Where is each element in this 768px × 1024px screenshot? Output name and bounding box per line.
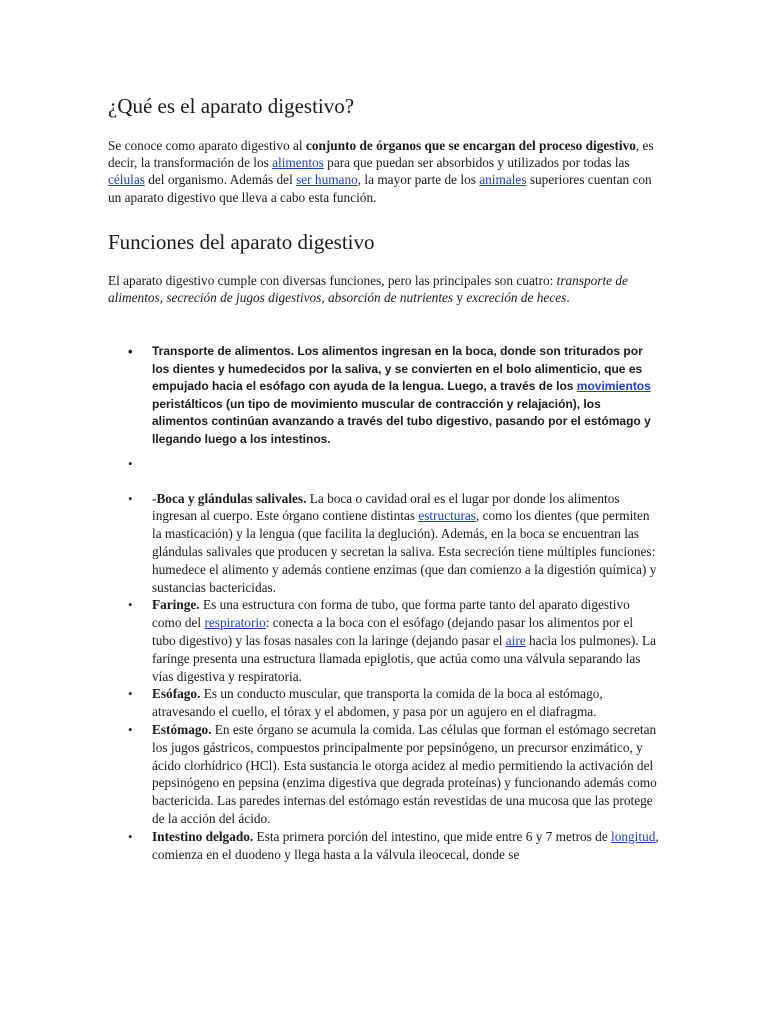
text: , como los dientes (que permiten la masticación) y la lengua (que facilita la deglución). Además, en la boca se encuentran las glándulas salivales que producen y secretan la saliva. Esta secreción tiene múltiples funciones: humedece el alimento y además contiene enzimas (que dan comienzo a la digestión química) y sustancias bactericidas. <box>152 508 657 595</box>
text: En este órgano se acumula la comida. Las células que forman el estómago secretan los jugos gástricos, compuestos principalmente por pepsinógeno, un precursor enzimático, y ácido clorhídrico (HCl). Esta sustancia le otorga acidez al medio permitiendo la activación del pepsinógeno en pepsina (enzima digestiva que degrada proteínas) y funcionando además como bactericida. Las paredes internas del estómago están revestidas de una mucosa que las protege de la acción del ácido. <box>152 721 657 826</box>
text: Se conoce como aparato digestivo al <box>108 138 306 153</box>
text: La boca o cavidad oral es el lugar por donde los alimentos ingresan al cuerpo. Este órgano contiene distintas <box>152 490 620 524</box>
text: , <box>321 290 329 306</box>
bullet-icon: • <box>128 455 133 471</box>
list-item-esofago <box>108 685 660 721</box>
text: Transporte de alimentos. Los alimentos ingresan en la boca, donde son triturados por los dientes y humedecidos por la saliva, y se convierten en el bolo alimenticio, que es empujado hacia el esófago con ayuda de la lengua. Luego, a través de los <box>152 344 643 394</box>
list-item-transporte <box>108 343 660 449</box>
list-item-boca <box>108 490 660 597</box>
text: El aparato digestivo cumple con diversas funciones, pero las principales son cuatro: <box>108 273 557 288</box>
text: . <box>566 290 570 306</box>
list-item-faringe <box>108 596 660 685</box>
text: superiores cuentan con un aparato digestivo que lleva a cabo esta función. <box>108 172 652 205</box>
text: - <box>152 490 157 506</box>
link-ser-humano[interactable]: ser humano <box>296 172 358 188</box>
item-title: Faringe. <box>152 597 200 613</box>
link-animales[interactable]: animales <box>479 172 527 188</box>
link-alimentos[interactable]: alimentos <box>272 155 324 171</box>
link-aire[interactable]: aire <box>505 632 526 648</box>
functions-list <box>108 343 660 863</box>
text: Es una estructura con forma de tubo, que forma parte tanto del aparato digestivo como del <box>152 597 630 631</box>
bullet-icon: • <box>128 828 133 844</box>
italic-text: excreción de heces <box>466 290 567 306</box>
text: , comienza en el duodeno y llega hasta a la válvula ileocecal, donde se <box>152 828 659 862</box>
bold-text: conjunto de órganos que se encargan del proceso digestivo <box>305 138 636 153</box>
bullet-icon: • <box>128 344 133 359</box>
italic-text: transporte de alimentos <box>108 273 628 306</box>
link-movimientos[interactable]: movimientos <box>576 379 651 394</box>
text: , la mayor parte de los <box>357 172 480 188</box>
link-longitud[interactable]: longitud <box>611 828 656 844</box>
link-respiratorio[interactable]: respiratorio <box>204 615 266 631</box>
intro-paragraph <box>108 137 660 206</box>
text: : conecta a la boca con el esófago (dejando pasar los alimentos por el tubo digestivo) y las fosas nasales con la laringe (dejando pasar el <box>152 615 634 648</box>
heading-funciones: Funciones del aparato digestivo <box>108 230 375 254</box>
item-title: Boca y glándulas salivales. <box>156 490 307 506</box>
bullet-icon: • <box>128 490 133 506</box>
text: peristálticos (un tipo de movimiento muscular de contracción y relajación), los alimentos continúan avanzando a través del tubo digestivo, pasando por el estómago y llegando luego a los intestinos. <box>152 396 651 446</box>
link-estructuras[interactable]: estructuras <box>418 508 476 524</box>
text: para que puedan ser absorbidos y utilizados por todas las <box>323 155 630 171</box>
text: , es decir, la transformación de los <box>108 138 654 171</box>
italic-text: secreción de jugos digestivos <box>166 290 322 306</box>
list-item-estomago <box>108 721 660 828</box>
bullet-icon: • <box>128 597 133 613</box>
functions-paragraph <box>108 272 660 306</box>
text: Es un conducto muscular, que transporta la comida de la boca al estómago, atravesando el cuello, el tórax y el abdomen, y pasa por un agujero en el diafragma. <box>152 686 603 720</box>
item-title: Esófago. <box>152 686 201 702</box>
bullet-icon: • <box>128 686 133 702</box>
link-celulas[interactable]: células <box>108 172 145 188</box>
list-item-empty <box>108 455 660 472</box>
item-title: Estómago. <box>152 721 212 737</box>
text: , <box>159 290 167 306</box>
item-title: Intestino delgado. <box>152 828 254 844</box>
list-item-intestino <box>108 828 660 864</box>
heading-que-es: ¿Qué es el aparato digestivo? <box>108 94 355 118</box>
text: y <box>453 290 467 306</box>
bullet-icon: • <box>128 721 133 737</box>
text: del organismo. Además del <box>144 172 297 188</box>
text: hacia los pulmones). La faringe presenta una estructura llamada epiglotis, que actúa como una válvula separando las vías digestiva y respiratoria. <box>152 632 657 684</box>
text: Esta primera porción del intestino, que mide entre 6 y 7 metros de <box>253 828 612 844</box>
italic-text: absorción de nutrientes <box>328 290 454 306</box>
